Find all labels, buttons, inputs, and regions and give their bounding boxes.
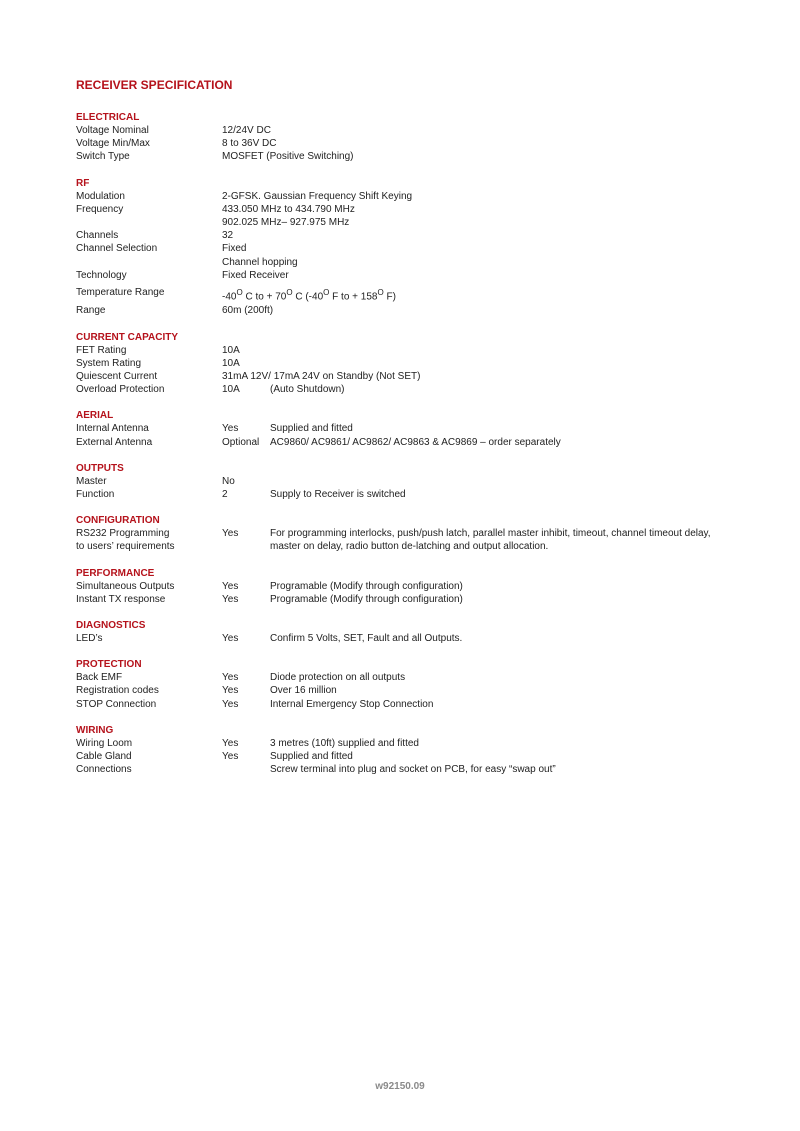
spec-label: Frequency — [76, 203, 124, 215]
spec-section — [76, 567, 756, 606]
spec-label: Voltage Min/Max — [76, 138, 150, 150]
spec-row — [76, 475, 756, 488]
spec-label: Back EMF — [76, 672, 123, 684]
spec-label: System Rating — [76, 357, 142, 369]
spec-value-detail: Programable (Modify through configuration) — [270, 593, 463, 605]
spec-label: Instant TX response — [76, 593, 166, 605]
spec-label: Switch Type — [76, 151, 130, 163]
spec-section — [76, 409, 756, 448]
spec-value: Fixed Receiver — [222, 269, 289, 281]
spec-value-primary: Yes — [222, 698, 239, 710]
spec-value: 8 to 36V DC — [222, 138, 277, 150]
spec-section — [76, 619, 756, 645]
spec-row — [76, 580, 756, 593]
spec-label: Connections — [76, 764, 132, 776]
spec-section — [76, 177, 756, 318]
spec-label: Voltage Nominal — [76, 125, 149, 136]
spec-label: Simultaneous Outputs — [76, 580, 175, 592]
spec-label — [76, 527, 222, 553]
spec-value-primary: Optional — [222, 436, 260, 448]
spec-row — [76, 737, 756, 750]
spec-row — [76, 269, 756, 282]
spec-row — [76, 422, 756, 435]
spec-row — [76, 304, 756, 317]
spec-value-detail: Internal Emergency Stop Connection — [270, 698, 434, 710]
spec-value-primary: Yes — [222, 580, 239, 592]
spec-label: Cable Gland — [76, 751, 132, 763]
spec-row — [76, 344, 756, 357]
spec-value-line: Channel hopping — [222, 256, 298, 268]
spec-value-detail: 3 metres (10ft) supplied and fitted — [270, 737, 419, 749]
spec-sections — [76, 111, 756, 789]
spec-row — [76, 124, 756, 137]
spec-label: Wiring Loom — [76, 737, 133, 749]
spec-value — [222, 242, 756, 268]
spec-row — [76, 488, 756, 501]
spec-label: Internal Antenna — [76, 423, 149, 435]
spec-detail-line: master on delay, radio button de-latching and output allocation. — [270, 541, 549, 553]
section-title: CONFIGURATION — [76, 515, 160, 527]
spec-row — [76, 436, 756, 449]
spec-row — [76, 698, 756, 711]
spec-detail-line: For programming interlocks, push/push latch, parallel master inhibit, timeout, channel timeout delay, — [270, 528, 711, 540]
spec-value-detail: (Auto Shutdown) — [270, 384, 345, 396]
section-title: OUTPUTS — [76, 462, 124, 474]
section-title: RF — [76, 177, 90, 189]
spec-row — [76, 671, 756, 684]
spec-row — [76, 593, 756, 606]
spec-section — [76, 724, 756, 777]
spec-value-primary: Yes — [222, 685, 239, 697]
spec-row — [76, 203, 756, 229]
spec-value: $-40^O$ C to + $70^O$ C ($-40^O$ F to + $158^O$ F) — [222, 288, 396, 303]
spec-value: 10A — [222, 357, 240, 369]
spec-value-detail: AC9860/ AC9861/ AC9862/ AC9863 & AC9869 – order separately — [270, 436, 561, 448]
section-title: WIRING — [76, 724, 114, 736]
spec-value: 12/24V DC — [222, 125, 271, 136]
spec-value: 32 — [222, 230, 234, 242]
spec-row — [76, 229, 756, 242]
spec-section — [76, 658, 756, 711]
spec-row — [76, 282, 756, 304]
spec-section — [76, 111, 756, 164]
spec-value: MOSFET (Positive Switching) — [222, 151, 354, 163]
spec-row — [76, 383, 756, 396]
spec-label: Modulation — [76, 190, 125, 202]
spec-value-primary: No — [222, 475, 235, 487]
spec-row — [76, 750, 756, 763]
spec-value: 10A — [222, 344, 240, 356]
spec-value-detail: Diode protection on all outputs — [270, 672, 406, 684]
page-title: RECEIVER SPECIFICATION — [76, 78, 233, 92]
spec-label: LED’s — [76, 633, 103, 644]
spec-value: 60m (200ft) — [222, 305, 274, 317]
section-title: CURRENT CAPACITY — [76, 331, 179, 343]
spec-section — [76, 514, 756, 553]
spec-row — [76, 190, 756, 203]
spec-row — [76, 150, 756, 163]
spec-value-detail: Supplied and fitted — [270, 423, 353, 435]
section-title: PROTECTION — [76, 659, 142, 671]
spec-label: Range — [76, 305, 106, 317]
spec-value-detail: Over 16 million — [270, 685, 337, 697]
spec-label: Function — [76, 488, 115, 500]
spec-value-detail: Supply to Receiver is switched — [270, 488, 406, 500]
spec-value: 31mA 12V/ 17mA 24V on Standby (Not SET) — [222, 370, 421, 382]
spec-label: Quiescent Current — [76, 370, 158, 382]
spec-value-detail: Programable (Modify through configuration) — [270, 580, 463, 592]
spec-label: Registration codes — [76, 685, 159, 697]
spec-row — [76, 242, 756, 268]
spec-value-detail: Screw terminal into plug and socket on PCB, for easy “swap out” — [270, 764, 556, 776]
spec-value-primary: Yes — [222, 751, 239, 763]
spec-label: Temperature Range — [76, 287, 165, 299]
spec-row — [76, 527, 756, 553]
spec-value-primary: Yes — [222, 633, 239, 644]
spec-label-line: RS232 Programming — [76, 528, 170, 540]
spec-row — [76, 357, 756, 370]
spec-label: External Antenna — [76, 436, 153, 448]
spec-value-detail: Confirm 5 Volts, SET, Fault and all Outputs. — [270, 633, 463, 644]
section-title: AERIAL — [76, 410, 114, 422]
spec-value — [222, 203, 756, 229]
spec-label: FET Rating — [76, 344, 127, 356]
spec-value-detail: Supplied and fitted — [270, 751, 353, 763]
spec-value: 2-GFSK. Gaussian Frequency Shift Keying — [222, 190, 413, 202]
spec-label-line: to users’ requirements — [76, 541, 175, 553]
spec-value-primary: Yes — [222, 672, 239, 684]
spec-row — [76, 684, 756, 697]
spec-section — [76, 331, 756, 397]
spec-value-primary: Yes — [222, 737, 239, 749]
section-title: DIAGNOSTICS — [76, 620, 146, 631]
spec-label: Channel Selection — [76, 243, 158, 255]
spec-value-primary: 2 — [222, 488, 228, 500]
document-code: w92150.09 — [375, 1081, 425, 1092]
spec-value-line: Fixed — [222, 243, 247, 255]
spec-label: Channels — [76, 230, 119, 242]
spec-section — [76, 462, 756, 501]
spec-label: Technology — [76, 269, 127, 281]
section-title: PERFORMANCE — [76, 567, 155, 579]
spec-value-line: 433.050 MHz to 434.790 MHz — [222, 203, 355, 215]
spec-row — [76, 763, 756, 776]
spec-value-primary: 10A — [222, 384, 240, 396]
spec-label: Overload Protection — [76, 384, 165, 396]
spec-value-line: 902.025 MHz– 927.975 MHz — [222, 217, 350, 229]
spec-row — [76, 370, 756, 383]
spec-row — [76, 137, 756, 150]
spec-row — [76, 632, 756, 645]
spec-label: Master — [76, 475, 107, 487]
section-title: ELECTRICAL — [76, 112, 140, 123]
spec-value-primary: Yes — [222, 528, 239, 540]
spec-label: STOP Connection — [76, 698, 157, 710]
spec-value-primary: Yes — [222, 593, 239, 605]
spec-value-primary: Yes — [222, 423, 239, 435]
spec-value-detail — [270, 527, 756, 553]
